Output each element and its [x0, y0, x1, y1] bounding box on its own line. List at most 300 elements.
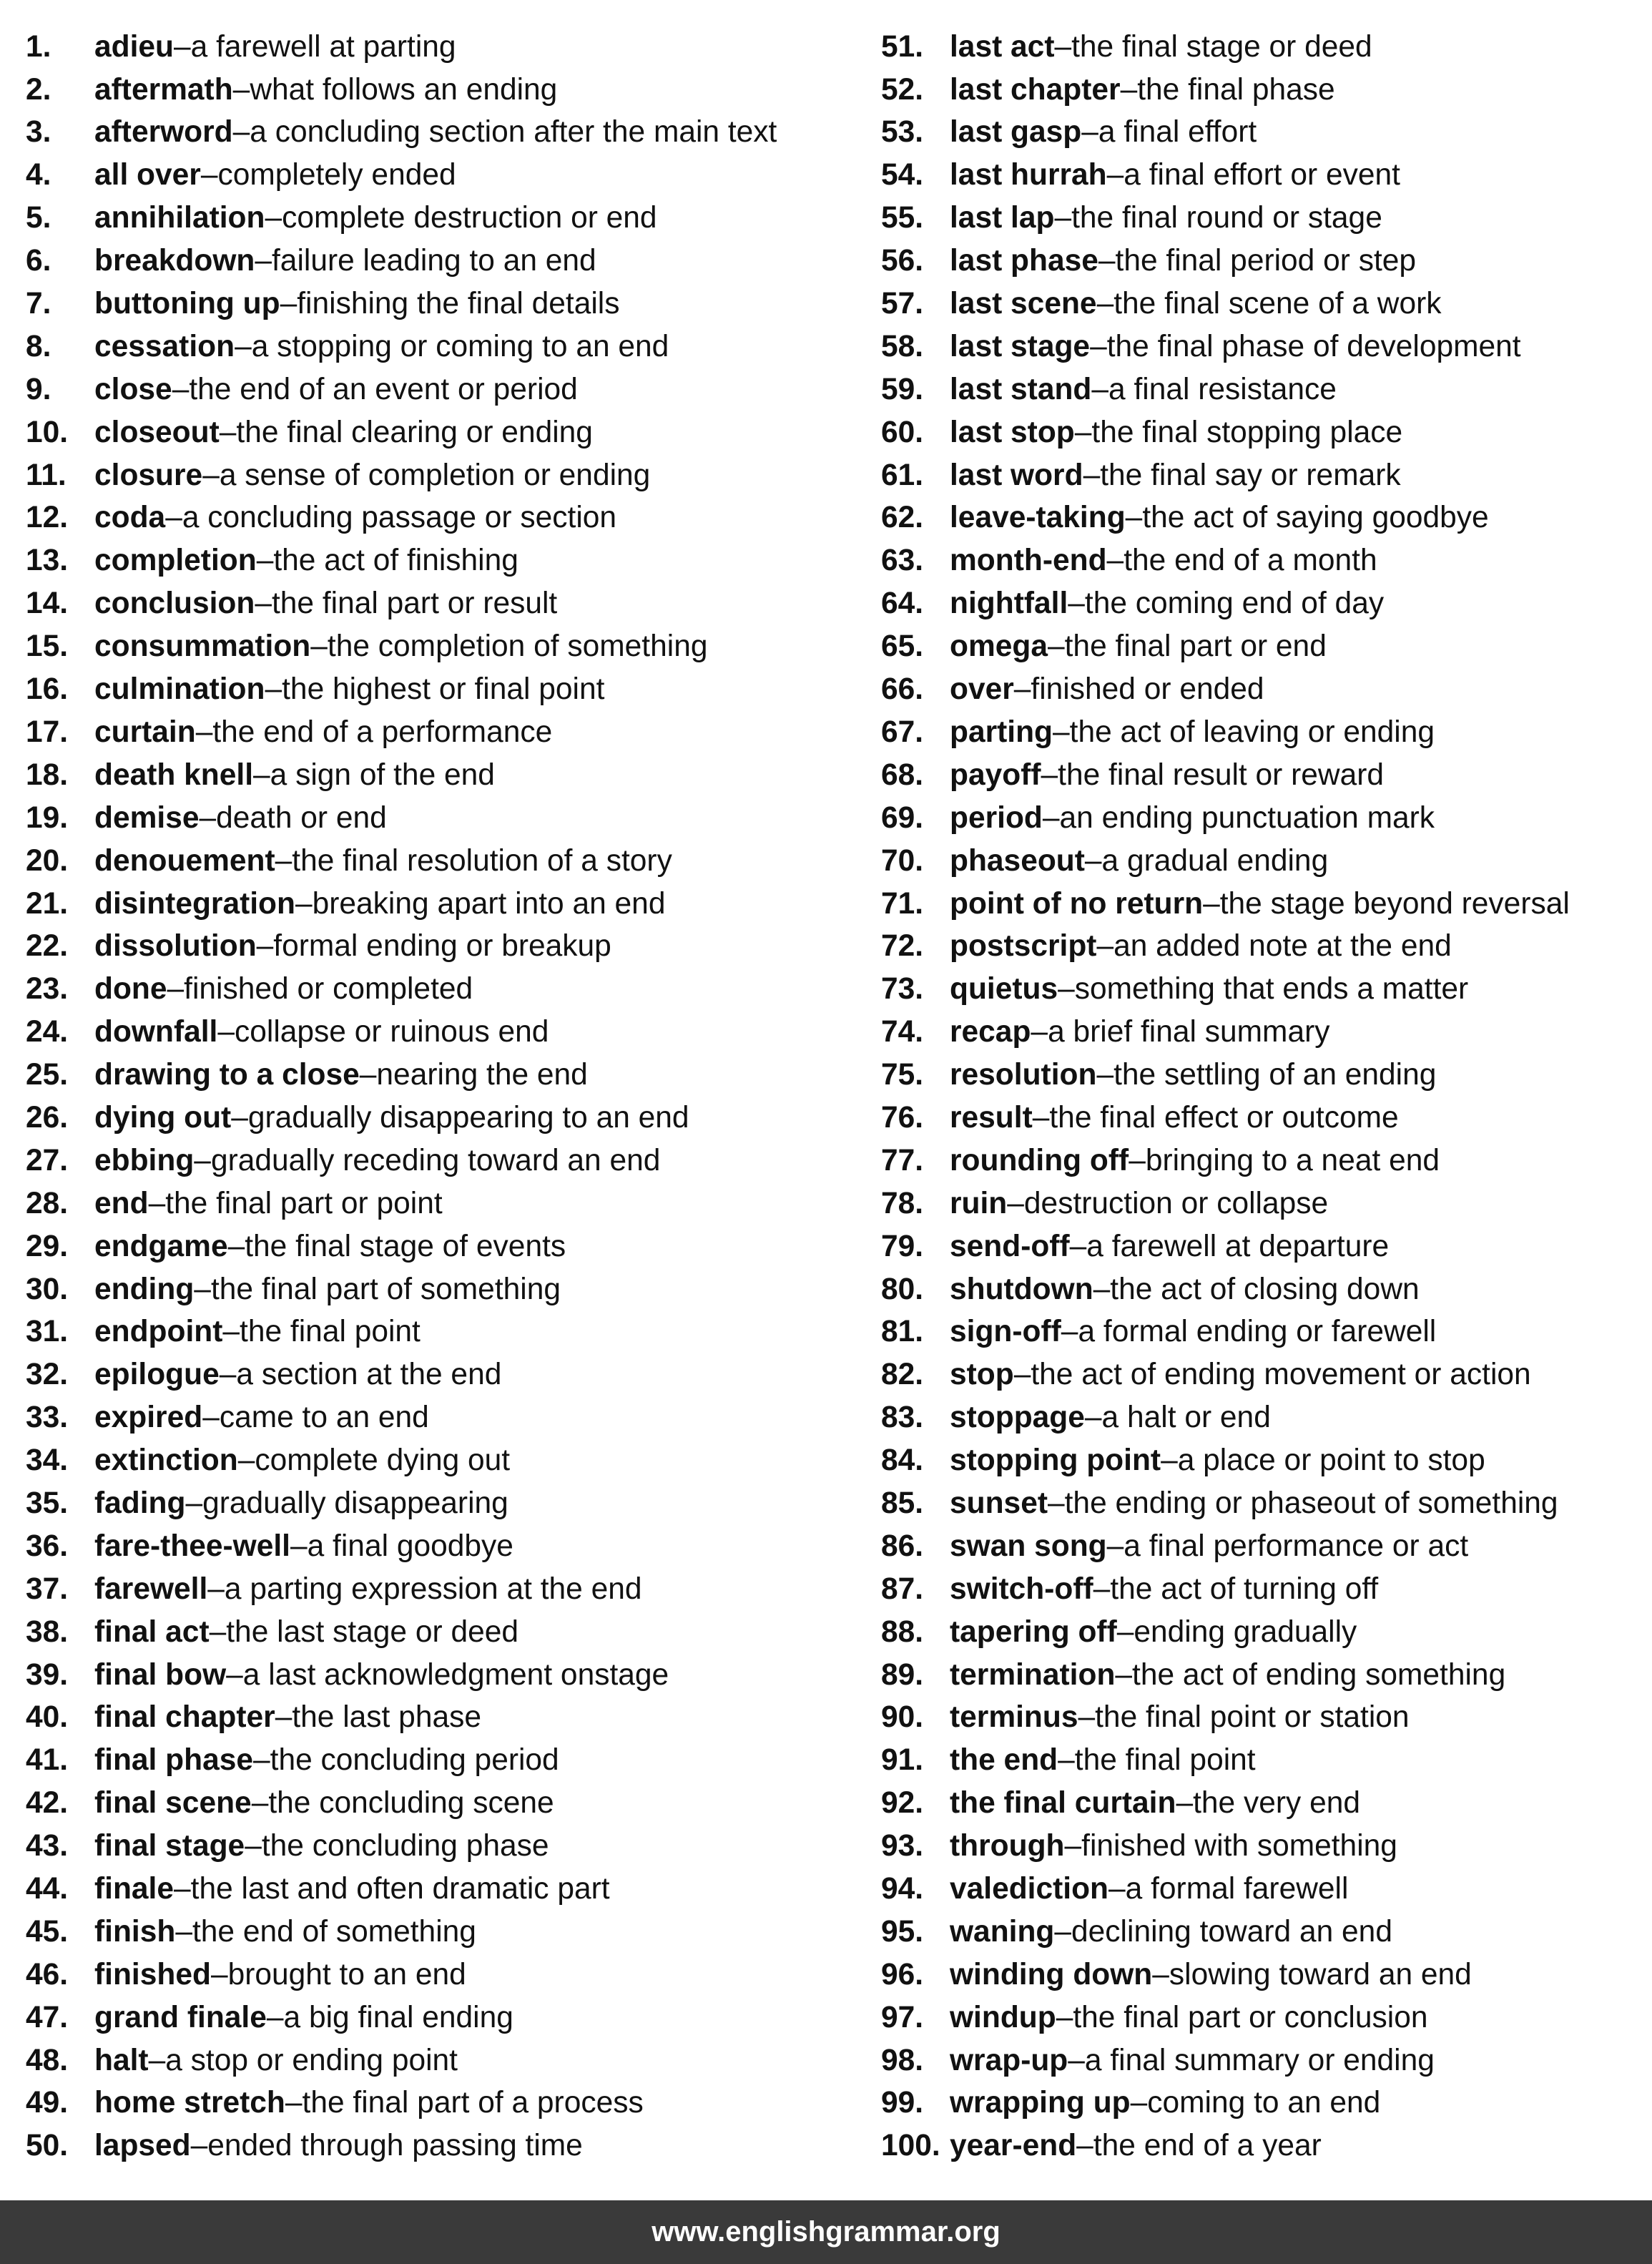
- item-definition: finished or ended: [1031, 672, 1264, 707]
- item-definition: brought to an end: [227, 1957, 466, 1991]
- item-separator: –: [275, 843, 292, 878]
- item-number: 48.: [26, 2043, 69, 2077]
- item-separator: –: [1047, 629, 1065, 664]
- item-number: 59.: [881, 372, 924, 406]
- item-separator: –: [185, 1486, 203, 1520]
- item-separator: –: [1031, 1015, 1048, 1049]
- item-term: demise: [94, 800, 200, 835]
- item-definition: a place or point to stop: [1177, 1444, 1485, 1478]
- item-definition: the coming end of day: [1084, 587, 1385, 621]
- item-number: 65.: [881, 629, 924, 664]
- item-definition: the act of turning off: [1110, 1572, 1379, 1606]
- item-term: endpoint: [94, 1315, 223, 1349]
- item-term: epilogue: [94, 1358, 220, 1392]
- list-item: [26, 368, 855, 411]
- item-definition: a final summary or ending: [1084, 2043, 1435, 2077]
- item-definition: finishing the final details: [297, 287, 620, 321]
- list-item: [26, 2125, 855, 2168]
- list-item: [881, 69, 1646, 112]
- item-definition: collapse or ruinous end: [235, 1015, 549, 1049]
- item-number: 63.: [881, 544, 924, 578]
- item-separator: –: [1176, 1786, 1194, 1820]
- item-number: 20.: [26, 843, 69, 878]
- item-separator: –: [231, 1100, 248, 1135]
- list-item: [881, 325, 1646, 368]
- item-definition: a concluding passage or section: [182, 501, 617, 535]
- item-separator: –: [1069, 1229, 1087, 1263]
- item-definition: the final period or step: [1115, 244, 1417, 278]
- item-definition: the final part or end: [1064, 629, 1327, 664]
- item-term: wrap-up: [950, 2043, 1068, 2077]
- item-definition: a section at the end: [236, 1358, 502, 1392]
- item-separator: –: [172, 372, 190, 406]
- item-term: the end: [950, 1743, 1058, 1778]
- item-number: 38.: [26, 1614, 69, 1649]
- item-number: 58.: [881, 329, 924, 363]
- list-item: [26, 1097, 855, 1140]
- item-term: dissolution: [94, 929, 257, 964]
- item-definition: coming to an end: [1147, 2086, 1381, 2120]
- item-term: disintegration: [94, 886, 295, 921]
- item-separator: –: [275, 1700, 292, 1735]
- item-separator: –: [266, 2000, 284, 2034]
- item-definition: gradually disappearing: [202, 1486, 508, 1520]
- item-separator: –: [1152, 1957, 1169, 1991]
- item-number: 25.: [26, 1058, 69, 1092]
- item-term: denouement: [94, 843, 275, 878]
- list-item: [881, 368, 1646, 411]
- list-item: [26, 1525, 855, 1568]
- item-term: year-end: [950, 2129, 1077, 2163]
- item-term: payoff: [950, 758, 1041, 792]
- list-item: [26, 26, 855, 69]
- item-term: final phase: [94, 1743, 254, 1778]
- item-term: last stop: [950, 415, 1075, 449]
- list-item: [881, 1268, 1646, 1311]
- item-definition: the concluding phase: [261, 1829, 549, 1863]
- item-term: result: [950, 1100, 1033, 1135]
- item-term: ending: [94, 1272, 195, 1306]
- item-definition: a formal farewell: [1125, 1871, 1349, 1906]
- item-number: 78.: [881, 1186, 924, 1220]
- item-number: 91.: [881, 1743, 924, 1778]
- list-item: [881, 625, 1646, 668]
- item-definition: a last acknowledgment onstage: [242, 1657, 669, 1692]
- item-separator: –: [209, 1614, 227, 1649]
- item-number: 89.: [881, 1657, 924, 1692]
- item-number: 33.: [26, 1401, 69, 1435]
- item-term: buttoning up: [94, 287, 280, 321]
- list-item: [26, 969, 855, 1011]
- item-separator: –: [167, 972, 185, 1006]
- item-separator: –: [219, 415, 237, 449]
- item-number: 27.: [26, 1143, 69, 1177]
- item-separator: –: [207, 1572, 225, 1606]
- item-separator: –: [237, 1444, 255, 1478]
- list-item: [881, 283, 1646, 325]
- item-term: final bow: [94, 1657, 227, 1692]
- item-term: terminus: [950, 1700, 1078, 1735]
- item-number: 62.: [881, 501, 924, 535]
- item-number: 8.: [26, 329, 51, 363]
- list-item: [26, 1054, 855, 1097]
- item-separator: –: [1116, 1614, 1134, 1649]
- list-item: [881, 668, 1646, 711]
- item-number: 68.: [881, 758, 924, 792]
- item-separator: –: [253, 758, 270, 792]
- item-term: point of no return: [950, 886, 1204, 921]
- item-term: waning: [950, 1914, 1055, 1949]
- item-number: 2.: [26, 72, 51, 107]
- item-separator: –: [359, 1058, 377, 1092]
- item-number: 1.: [26, 29, 51, 64]
- list-item: [881, 497, 1646, 540]
- list-item: [881, 1482, 1646, 1525]
- item-term: month-end: [950, 544, 1107, 578]
- list-item: [26, 2082, 855, 2125]
- item-term: recap: [950, 1015, 1031, 1049]
- item-separator: –: [1098, 244, 1116, 278]
- list-item: [881, 1568, 1646, 1611]
- item-term: through: [950, 1829, 1065, 1863]
- list-item: [26, 1140, 855, 1182]
- item-term: drawing to a close: [94, 1058, 360, 1092]
- item-term: tapering off: [950, 1614, 1117, 1649]
- item-number: 26.: [26, 1100, 69, 1135]
- item-separator: –: [310, 629, 328, 664]
- list-item: [881, 711, 1646, 754]
- list-item: [26, 2039, 855, 2082]
- item-number: 30.: [26, 1272, 69, 1306]
- item-definition: a sense of completion or ending: [219, 458, 651, 492]
- item-term: completion: [94, 544, 257, 578]
- item-number: 92.: [881, 1786, 924, 1820]
- list-item: [881, 26, 1646, 69]
- list-item: [881, 1140, 1646, 1182]
- item-separator: –: [256, 544, 274, 578]
- item-term: endgame: [94, 1229, 228, 1263]
- item-definition: the final point: [1074, 1743, 1256, 1778]
- list-item: [26, 1825, 855, 1868]
- item-definition: the completion of something: [327, 629, 708, 664]
- item-term: over: [950, 672, 1014, 707]
- item-number: 93.: [881, 1829, 924, 1863]
- list-item: [881, 883, 1646, 926]
- item-term: resolution: [950, 1058, 1097, 1092]
- list-item: [881, 411, 1646, 454]
- item-definition: the final say or remark: [1100, 458, 1401, 492]
- list-item: [26, 1268, 855, 1311]
- item-number: 57.: [881, 287, 924, 321]
- item-definition: the final part or conclusion: [1073, 2000, 1428, 2034]
- item-term: consummation: [94, 629, 311, 664]
- item-number: 88.: [881, 1614, 924, 1649]
- item-term: last stage: [950, 329, 1091, 363]
- list-item: [26, 454, 855, 497]
- list-item: [26, 497, 855, 540]
- item-separator: –: [1078, 1700, 1096, 1735]
- item-definition: the last phase: [292, 1700, 481, 1735]
- item-number: 90.: [881, 1700, 924, 1735]
- item-number: 100.: [881, 2129, 940, 2163]
- item-definition: the final part of something: [210, 1272, 561, 1306]
- item-term: final act: [94, 1614, 210, 1649]
- item-term: conclusion: [94, 587, 255, 621]
- item-number: 34.: [26, 1444, 69, 1478]
- list-item: [26, 1182, 855, 1225]
- item-separator: –: [232, 115, 250, 150]
- item-separator: –: [1074, 415, 1092, 449]
- item-term: ruin: [950, 1186, 1008, 1220]
- list-item: [881, 1225, 1646, 1268]
- item-number: 95.: [881, 1914, 924, 1949]
- item-separator: –: [1047, 1486, 1065, 1520]
- list-item: [881, 1996, 1646, 2039]
- item-term: fare-thee-well: [94, 1529, 290, 1563]
- item-term: phaseout: [950, 843, 1085, 878]
- item-separator: –: [190, 2129, 208, 2163]
- item-separator: –: [1106, 158, 1124, 192]
- item-definition: a final resistance: [1108, 372, 1337, 406]
- item-number: 43.: [26, 1829, 69, 1863]
- item-term: dying out: [94, 1100, 232, 1135]
- list-item: [881, 197, 1646, 240]
- item-number: 54.: [881, 158, 924, 192]
- item-term: grand finale: [94, 2000, 267, 2034]
- item-number: 45.: [26, 1914, 69, 1949]
- item-definition: the act of closing down: [1110, 1272, 1420, 1306]
- item-definition: declining toward an end: [1071, 1914, 1392, 1949]
- item-separator: –: [1007, 1186, 1024, 1220]
- item-number: 86.: [881, 1529, 924, 1563]
- list-item: [881, 1439, 1646, 1482]
- item-number: 74.: [881, 1015, 924, 1049]
- list-item: [26, 283, 855, 325]
- item-separator: –: [175, 1914, 192, 1949]
- item-definition: the final stage or deed: [1071, 29, 1372, 64]
- item-term: last phase: [950, 244, 1098, 278]
- item-term: final scene: [94, 1786, 252, 1820]
- item-definition: the final part or result: [271, 587, 558, 621]
- item-number: 70.: [881, 843, 924, 878]
- item-definition: the final part or point: [165, 1186, 443, 1220]
- list-item: [26, 197, 855, 240]
- item-separator: –: [1013, 672, 1031, 707]
- item-number: 17.: [26, 715, 69, 749]
- item-definition: the settling of an ending: [1113, 1058, 1437, 1092]
- item-definition: the act of leaving or ending: [1069, 715, 1435, 749]
- item-separator: –: [1076, 2129, 1093, 2163]
- item-number: 97.: [881, 2000, 924, 2034]
- item-number: 7.: [26, 287, 51, 321]
- item-number: 98.: [881, 2043, 924, 2077]
- item-term: home stretch: [94, 2086, 285, 2120]
- item-definition: the act of ending movement or action: [1031, 1358, 1531, 1392]
- item-separator: –: [1129, 1143, 1146, 1177]
- item-separator: –: [265, 672, 282, 707]
- item-definition: ended through passing time: [207, 2129, 583, 2163]
- item-number: 50.: [26, 2129, 69, 2163]
- item-separator: –: [253, 1743, 270, 1778]
- item-definition: the final phase: [1137, 72, 1335, 107]
- list-item: [881, 1354, 1646, 1397]
- item-separator: –: [290, 1529, 308, 1563]
- item-separator: –: [1056, 2000, 1073, 2034]
- item-term: finish: [94, 1914, 176, 1949]
- list-item: [26, 668, 855, 711]
- footer-website-link[interactable]: www.englishgrammar.org: [652, 2216, 1000, 2248]
- item-separator: –: [1064, 1829, 1082, 1863]
- item-separator: –: [210, 1957, 228, 1991]
- item-number: 32.: [26, 1358, 69, 1392]
- item-term: lapsed: [94, 2129, 191, 2163]
- item-definition: breaking apart into an end: [312, 886, 666, 921]
- item-term: close: [94, 372, 172, 406]
- item-definition: a farewell at departure: [1086, 1229, 1390, 1263]
- item-separator: –: [1096, 1058, 1114, 1092]
- item-term: closeout: [94, 415, 220, 449]
- item-separator: –: [295, 886, 313, 921]
- item-number: 61.: [881, 458, 924, 492]
- item-number: 53.: [881, 115, 924, 150]
- item-number: 99.: [881, 2086, 924, 2120]
- list-item: [881, 454, 1646, 497]
- item-term: stoppage: [950, 1401, 1085, 1435]
- item-number: 6.: [26, 244, 51, 278]
- item-separator: –: [227, 1229, 245, 1263]
- item-term: postscript: [950, 929, 1097, 964]
- list-item: [26, 883, 855, 926]
- list-item: [26, 926, 855, 969]
- list-item: [881, 1697, 1646, 1740]
- item-number: 55.: [881, 201, 924, 235]
- item-number: 87.: [881, 1572, 924, 1606]
- item-definition: the final part of a process: [302, 2086, 644, 2120]
- list-item: [881, 1954, 1646, 1996]
- item-definition: the end of a performance: [212, 715, 553, 749]
- item-definition: something that ends a matter: [1074, 972, 1469, 1006]
- item-separator: –: [235, 329, 252, 363]
- list-item: [881, 1868, 1646, 1911]
- item-separator: –: [1061, 1315, 1078, 1349]
- item-term: nightfall: [950, 587, 1068, 621]
- item-term: culmination: [94, 672, 265, 707]
- item-separator: –: [148, 2043, 166, 2077]
- item-definition: the final phase of development: [1106, 329, 1521, 363]
- item-number: 4.: [26, 158, 51, 192]
- list-item: [26, 1225, 855, 1268]
- list-item: [881, 1783, 1646, 1826]
- item-definition: destruction or collapse: [1023, 1186, 1329, 1220]
- list-item: [26, 625, 855, 668]
- item-definition: the ending or phaseout of something: [1064, 1486, 1558, 1520]
- list-item: [881, 926, 1646, 969]
- list-item: [26, 69, 855, 112]
- item-term: last gasp: [950, 115, 1082, 150]
- item-term: aftermath: [94, 72, 233, 107]
- item-definition: the end of an event or period: [189, 372, 578, 406]
- list-item: [26, 1697, 855, 1740]
- item-separator: –: [251, 1786, 269, 1820]
- item-definition: nearing the end: [376, 1058, 588, 1092]
- item-number: 80.: [881, 1272, 924, 1306]
- item-term: done: [94, 972, 167, 1006]
- item-separator: –: [1054, 29, 1072, 64]
- item-number: 21.: [26, 886, 69, 921]
- item-separator: –: [265, 201, 282, 235]
- item-term: halt: [94, 2043, 149, 2077]
- item-definition: the final scene of a work: [1113, 287, 1442, 321]
- list-item: [26, 1783, 855, 1826]
- list-item: [881, 583, 1646, 626]
- item-separator: –: [202, 1401, 220, 1435]
- item-number: 18.: [26, 758, 69, 792]
- list-item: [881, 540, 1646, 583]
- item-number: 42.: [26, 1786, 69, 1820]
- list-item: [26, 1311, 855, 1354]
- item-separator: –: [200, 158, 218, 192]
- item-separator: –: [1054, 1914, 1072, 1949]
- list-item: [881, 1525, 1646, 1568]
- item-number: 84.: [881, 1444, 924, 1478]
- item-term: sunset: [950, 1486, 1048, 1520]
- item-term: last lap: [950, 201, 1055, 235]
- item-separator: –: [174, 1871, 191, 1906]
- item-term: finale: [94, 1871, 174, 1906]
- item-number: 69.: [881, 800, 924, 835]
- list-item: [26, 1439, 855, 1482]
- item-term: leave-taking: [950, 501, 1126, 535]
- item-definition: the concluding scene: [268, 1786, 554, 1820]
- item-term: annihilation: [94, 201, 265, 235]
- item-number: 64.: [881, 587, 924, 621]
- item-definition: gradually disappearing to an end: [247, 1100, 689, 1135]
- item-definition: death or end: [216, 800, 387, 835]
- item-term: fading: [94, 1486, 186, 1520]
- item-term: curtain: [94, 715, 196, 749]
- item-term: death knell: [94, 758, 254, 792]
- item-number: 46.: [26, 1957, 69, 1991]
- list-item: [26, 1911, 855, 1954]
- item-definition: the final resolution of a story: [292, 843, 672, 878]
- item-separator: –: [1013, 1358, 1031, 1392]
- list-item: [881, 1654, 1646, 1697]
- item-definition: completely ended: [217, 158, 456, 192]
- item-separator: –: [256, 929, 274, 964]
- item-separator: –: [1096, 929, 1114, 964]
- item-term: last stand: [950, 372, 1092, 406]
- item-term: swan song: [950, 1529, 1107, 1563]
- item-number: 3.: [26, 115, 51, 150]
- item-definition: a final effort or event: [1124, 158, 1400, 192]
- item-separator: –: [1042, 800, 1060, 835]
- item-term: quietus: [950, 972, 1058, 1006]
- item-separator: –: [194, 1272, 211, 1306]
- list-item: [26, 1996, 855, 2039]
- item-term: winding down: [950, 1957, 1153, 1991]
- list-item: [881, 1825, 1646, 1868]
- item-number: 67.: [881, 715, 924, 749]
- item-definition: a formal ending or farewell: [1078, 1315, 1437, 1349]
- item-number: 15.: [26, 629, 69, 664]
- item-separator: –: [1054, 201, 1072, 235]
- item-definition: the highest or final point: [282, 672, 605, 707]
- item-separator: –: [1058, 1743, 1075, 1778]
- item-separator: –: [1161, 1444, 1178, 1478]
- item-definition: a final performance or act: [1124, 1529, 1469, 1563]
- item-definition: what follows an ending: [250, 72, 558, 107]
- item-definition: an ending punctuation mark: [1059, 800, 1435, 835]
